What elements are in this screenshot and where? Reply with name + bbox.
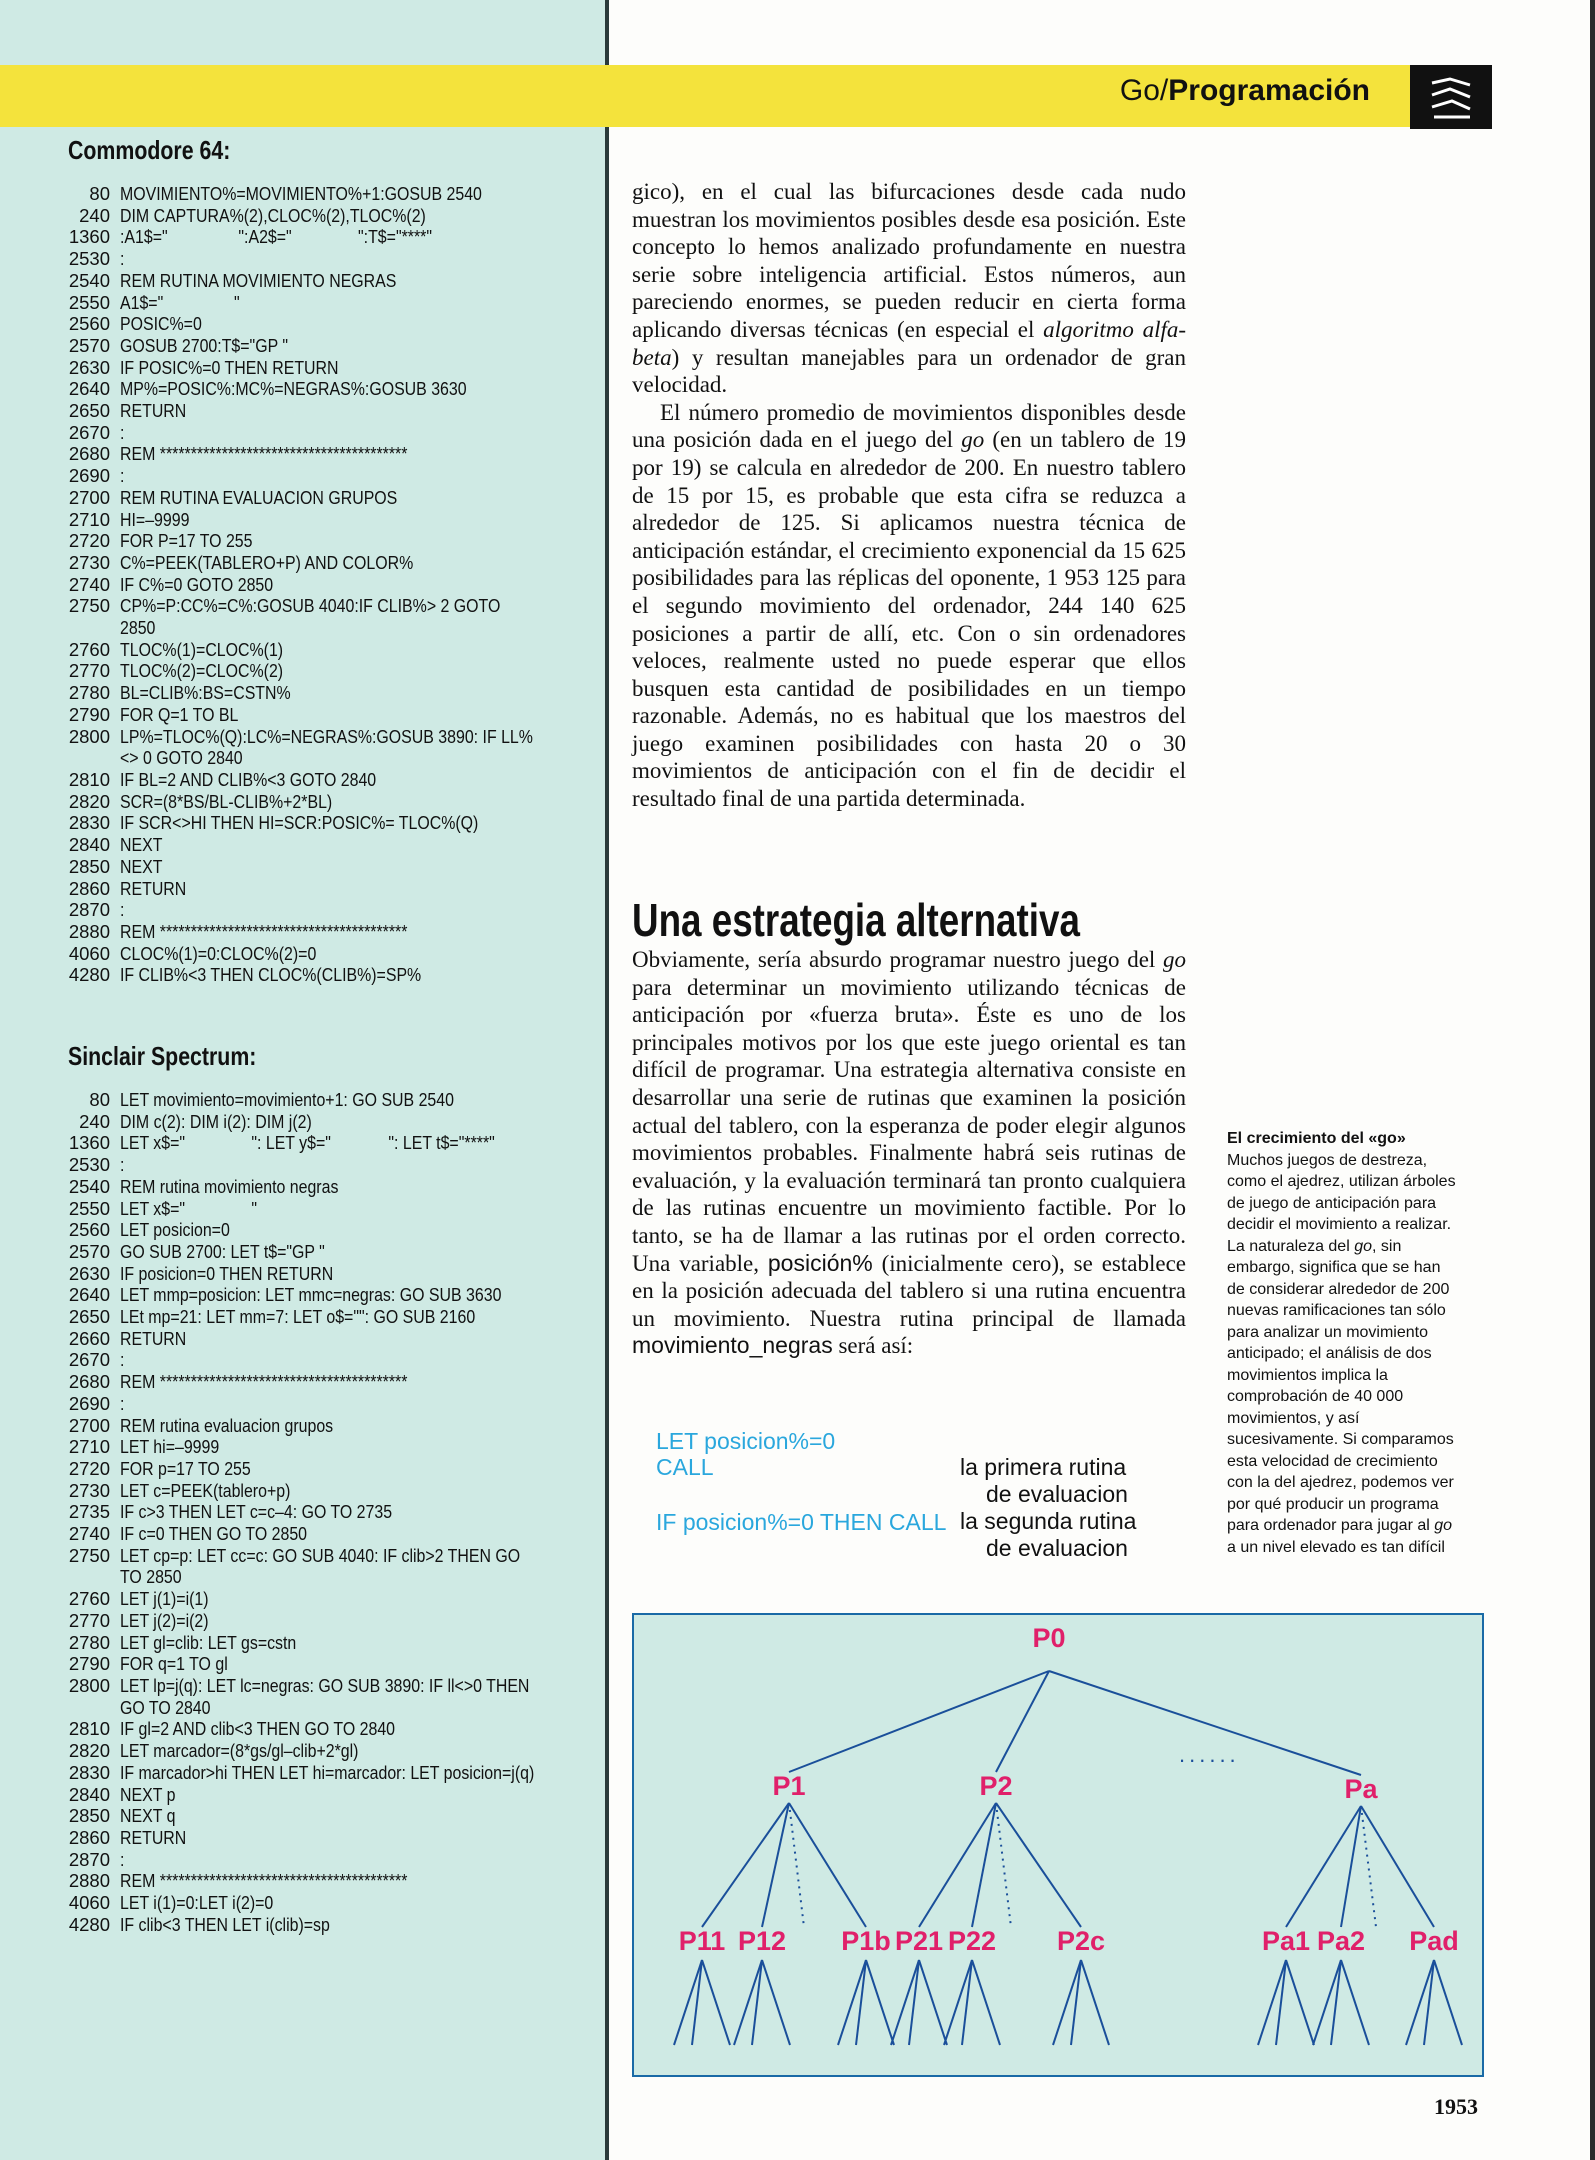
- line-number: 240: [79, 1110, 110, 1132]
- node-l2-0: P11: [678, 1926, 726, 1956]
- line-code: GOSUB 2700:T$="GP ": [120, 334, 288, 356]
- line-code: MOVIMIENTO%=MOVIMIENTO%+1:GOSUB 2540: [120, 183, 482, 204]
- code-line: [48, 357, 608, 379]
- line-number: 2870: [68, 899, 110, 921]
- line-number: 2680: [68, 443, 110, 465]
- code-line: [48, 1306, 608, 1328]
- node-l1-2: Pa: [1344, 1774, 1378, 1804]
- line-number: 2800: [68, 1674, 110, 1696]
- code-line: [48, 1718, 608, 1740]
- line-number: 4280: [68, 964, 110, 986]
- line-number: 4060: [68, 942, 110, 964]
- line-number: 2820: [68, 790, 110, 812]
- code-line: [48, 1784, 608, 1806]
- tree-edge: [702, 1960, 730, 2045]
- line-code: LET movimiento=movimiento+1: GO SUB 2540: [120, 1089, 454, 1110]
- line-number: 2560: [68, 1219, 110, 1241]
- page-header: Go/Programación: [1119, 74, 1370, 107]
- tree-edge: [866, 1960, 894, 2045]
- line-code: LET mmp=posicion: LET mmc=negras: GO SUB 3630: [120, 1284, 502, 1306]
- code-line: [48, 1089, 608, 1111]
- code-line: [48, 422, 608, 444]
- paragraph-1: gico), en el cual las bifurcaciones desde cada nudo muestran los movimientos posibles desde esa posición. Este concepto lo hemos analizado profundamente en nuestra serie sobre inteligencia artificial. Estos números, aun pareciendo enormes, se pueden reducir en cierta forma aplicando diversas técnicas (en especial el algoritmo alfa-beta) y resultan manejables para un ordenador de gran velocidad.: [632, 179, 1187, 398]
- tree-edge: [996, 1671, 1049, 1772]
- line-number: 2830: [68, 812, 110, 834]
- page-edge: [1590, 0, 1595, 2160]
- code-line: [48, 1132, 608, 1154]
- line-number: 2850: [68, 855, 110, 877]
- line-code: :: [120, 1349, 125, 1371]
- code-line: [48, 226, 608, 248]
- line-number: 2780: [68, 682, 110, 704]
- code-line: [48, 1827, 608, 1849]
- line-code: REM ****************************************: [120, 1371, 408, 1393]
- code-line: [48, 1849, 608, 1871]
- node-l2-3: P21: [894, 1926, 944, 1956]
- node-l2-1: P12: [737, 1926, 787, 1956]
- line-number: 2680: [68, 1371, 110, 1393]
- section-heading: Una estrategia alternativa: [632, 894, 1080, 946]
- line-number: 2670: [68, 1349, 110, 1371]
- article-body-bottom: [632, 946, 1186, 1360]
- line-code: RETURN: [120, 1327, 187, 1349]
- game-tree-diagram: [632, 1613, 1484, 2077]
- line-code: :: [120, 899, 125, 921]
- code-line: [48, 1111, 608, 1133]
- commodore-title: Commodore 64:: [68, 135, 231, 165]
- code-line: [48, 1371, 608, 1393]
- line-number: 2780: [68, 1631, 110, 1653]
- line-code: IF SCR<>HI THEN HI=SCR:POSIC%= TLOC%(Q): [120, 812, 479, 834]
- tree-edge: [1361, 1806, 1434, 1927]
- code-line: [48, 487, 608, 509]
- line-number: 2840: [68, 1783, 110, 1805]
- code-line: [48, 1458, 608, 1480]
- line-code: DIM CAPTURA%(2),CLOC%(2),TLOC%(2): [120, 204, 426, 226]
- paragraph-3: Obviamente, sería absurdo programar nuestro juego del go para determinar un movimiento utilizando técnicas de anticipación por «fuerza bruta». Éste es uno de los principales motivos por los que este juego oriental es tan difícil de programar. Una estrategia alternativa consiste en desarrollar una serie de rutinas que examinen la posición actual del tablero, con la esperanza de poder elegir algunos movimientos probables. Finalmente habrá seis rutinas de evaluación, y la evaluación terminará tan pronto cualquiera de las rutinas encuentre un movimiento factible. Por lo tanto, se ha de llamar a las rutinas por el orden correcto. Una variable, posición% (inicialmente cero), se establece en la posición adecuada del tablero si una rutina encuentra un movimiento. Nuestra rutina principal de llamada movimiento_negras será así:: [632, 947, 1186, 1359]
- tree-edge: [1341, 1960, 1369, 2045]
- code-line: [48, 899, 608, 921]
- line-number: 2880: [68, 1870, 110, 1892]
- line-code: POSIC%=0: [120, 313, 202, 335]
- line-number: 2670: [68, 421, 110, 443]
- line-number: 2690: [68, 1392, 110, 1414]
- code-line: [48, 1436, 608, 1458]
- line-code: IF marcador>hi THEN LET hi=marcador: LET posicion=j(q): [120, 1761, 535, 1783]
- code-line: [48, 1892, 608, 1914]
- line-code: :: [120, 421, 125, 443]
- code-line: [48, 465, 608, 487]
- game-tree-svg: [634, 1615, 1482, 2075]
- code-line: [48, 1393, 608, 1415]
- line-code: LET x$=" ": [120, 1197, 258, 1219]
- line-number: 2820: [68, 1740, 110, 1762]
- line-code: LET x$=" ": LET y$=" ": LET t$="****": [120, 1132, 495, 1154]
- code-line: [48, 726, 608, 769]
- line-code: NEXT: [120, 834, 163, 856]
- tree-edge: [972, 1960, 1000, 2045]
- line-number: 2810: [68, 1718, 110, 1740]
- line-code: HI=–9999: [120, 508, 190, 530]
- code-line: [48, 1176, 608, 1198]
- line-number: 2760: [68, 1588, 110, 1610]
- code-line: [48, 552, 608, 574]
- line-number: 2880: [68, 920, 110, 942]
- code-line: [48, 183, 608, 205]
- code-line: [48, 378, 608, 400]
- tree-ellipsis: ......: [1179, 1742, 1240, 1767]
- line-number: 2790: [68, 1653, 110, 1675]
- line-number: 1360: [68, 1132, 110, 1154]
- line-number: 2700: [68, 486, 110, 508]
- line-code: CP%=P:CC%=C%:GOSUB 4040:IF CLIB%> 2 GOTO 2850: [120, 595, 505, 639]
- tree-edge: [919, 1960, 947, 2045]
- page-number: 1953: [1434, 2094, 1478, 2119]
- line-number: 2690: [68, 465, 110, 487]
- line-number: 80: [89, 183, 110, 204]
- code-line: [48, 1610, 608, 1632]
- line-number: 2710: [68, 508, 110, 530]
- line-code: IF BL=2 AND CLIB%<3 GOTO 2840: [120, 768, 377, 790]
- node-l1-0: P1: [772, 1771, 806, 1801]
- node-l2-8: Pad: [1409, 1926, 1459, 1956]
- line-code: LP%=TLOC%(Q):LC%=NEGRAS%:GOSUB 3890: IF LL%<> 0 GOTO 2840: [120, 725, 533, 769]
- code-line: [48, 943, 608, 965]
- node-l2-6: Pa1: [1261, 1926, 1311, 1956]
- line-number: 2850: [68, 1805, 110, 1827]
- line-code: :: [120, 1154, 125, 1176]
- code-line: [48, 1675, 608, 1718]
- code-line: [48, 270, 608, 292]
- line-number: 2640: [68, 378, 110, 400]
- line-number: 2870: [68, 1848, 110, 1870]
- line-code: LET cp=p: LET cc=c: GO SUB 4040: IF clib>2 THEN GO TO 2850: [120, 1544, 525, 1588]
- node-l2-4: P22: [947, 1926, 997, 1956]
- line-number: 2730: [68, 551, 110, 573]
- line-code: SCR=(8*BS/BL-CLIB%+2*BL): [120, 790, 333, 812]
- code-line: [48, 660, 608, 682]
- line-number: 2650: [68, 1306, 110, 1328]
- line-number: 2790: [68, 703, 110, 725]
- code-line: [48, 1588, 608, 1610]
- code-line: [48, 878, 608, 900]
- line-number: 2770: [68, 660, 110, 682]
- line-code: REM rutina evaluacion grupos: [120, 1414, 334, 1436]
- line-code: RETURN: [120, 400, 187, 422]
- tree-edge: [1081, 1960, 1109, 2045]
- line-number: 240: [79, 204, 110, 226]
- line-number: 2550: [68, 291, 110, 313]
- tree-edge: [1361, 1806, 1376, 1927]
- line-code: FOR p=17 TO 255: [120, 1457, 251, 1479]
- line-number: 2720: [68, 530, 110, 552]
- line-number: 2570: [68, 334, 110, 356]
- line-code: LET gl=clib: LET gs=cstn: [120, 1631, 297, 1653]
- code-line: [48, 1632, 608, 1654]
- line-code: FOR q=1 TO gl: [120, 1653, 228, 1675]
- code-line: [48, 1653, 608, 1675]
- line-code: :: [120, 465, 125, 487]
- code-line: [48, 1914, 608, 1936]
- code-line: [48, 574, 608, 596]
- commodore-listing: [48, 183, 608, 986]
- line-code: BL=CLIB%:BS=CSTN%: [120, 682, 291, 704]
- line-code: TLOC%(1)=CLOC%(1): [120, 638, 284, 660]
- line-code: :: [120, 1848, 125, 1870]
- line-code: LET lp=j(q): LET lc=negras: GO SUB 3890: IF ll<>0 THEN GO TO 2840: [120, 1674, 534, 1718]
- code-line: [48, 1762, 608, 1784]
- code-line: [48, 1219, 608, 1241]
- line-code: LET c=PEEK(tablero+p): [120, 1479, 291, 1501]
- line-number: 2640: [68, 1284, 110, 1306]
- spectrum-title: Sinclair Spectrum:: [68, 1041, 257, 1071]
- line-number: 2750: [68, 595, 110, 617]
- code-line: [48, 1349, 608, 1371]
- code-line: [48, 812, 608, 834]
- line-number: 2730: [68, 1479, 110, 1501]
- line-code: LEt mp=21: LET mm=7: LET o$="": GO SUB 2160: [120, 1306, 476, 1328]
- line-number: 2860: [68, 877, 110, 899]
- tree-edge: [789, 1803, 804, 1927]
- code-line: [48, 856, 608, 878]
- line-code: NEXT p: [120, 1783, 176, 1805]
- line-code: DIM c(2): DIM i(2): DIM j(2): [120, 1110, 312, 1132]
- line-number: 2760: [68, 638, 110, 660]
- line-code: IF c=0 THEN GO TO 2850: [120, 1523, 308, 1545]
- line-number: 2630: [68, 356, 110, 378]
- line-number: 2530: [68, 248, 110, 270]
- line-code: IF POSIC%=0 THEN RETURN: [120, 356, 339, 378]
- code-line: [48, 639, 608, 661]
- line-code: REM RUTINA EVALUACION GRUPOS: [120, 486, 398, 508]
- line-code: IF CLIB%<3 THEN CLOC%(CLIB%)=SP%: [120, 964, 422, 986]
- line-number: 2560: [68, 313, 110, 335]
- code-line: [48, 682, 608, 704]
- code-line: [48, 1545, 608, 1588]
- line-code: IF clib<3 THEN LET i(clib)=sp: [120, 1913, 330, 1935]
- line-code: REM ****************************************: [120, 1870, 408, 1892]
- line-code: LET j(2)=i(2): [120, 1609, 209, 1631]
- code-line: [48, 1740, 608, 1762]
- line-number: 2810: [68, 768, 110, 790]
- code-line: [48, 1263, 608, 1285]
- spectrum-listing: [48, 1089, 608, 1935]
- code-line: [48, 1415, 608, 1437]
- line-code: REM ****************************************: [120, 920, 408, 942]
- code-line: [48, 1870, 608, 1892]
- node-root: P0: [1032, 1623, 1066, 1653]
- snippet-code: LET posicion%=0 CALL IF posicion%=0 THEN CALL: [656, 1428, 947, 1535]
- line-code: IF c>3 THEN LET c=c–4: GO TO 2735: [120, 1501, 393, 1523]
- line-number: 2740: [68, 573, 110, 595]
- node-l2-7: Pa2: [1316, 1926, 1366, 1956]
- code-line: [48, 1328, 608, 1350]
- logo-icon: [1410, 65, 1492, 129]
- line-code: LET j(1)=i(1): [120, 1588, 209, 1610]
- line-code: RETURN: [120, 1826, 187, 1848]
- paragraph-2: El número promedio de movimientos disponibles desde una posición dada en el juego del go (en un tablero de 19 por 19) se calcula en alrededor de 200. En nuestro tablero de 15 por 15, es probable que esta cifra se reduzca a alrededor de 125. Si aplicamos nuestra técnica de anticipación estándar, el crecimiento exponencial da 15 625 posibilidades para las réplicas del oponente, 1 953 125 para el segundo movimiento del ordenador, 244 140 625 posiciones a partir de allí, etc. Con o sin ordenadores veloces, realmente usted no puede esperar que ellos busquen esta cantidad de posibilidades en un tiempo razonable. Además, no es habitual que los maestros del juego examinen posibilidades con hasta 20 o 30 movimientos de anticipación con el fin de decidir el resultado final de una partida determinada.: [632, 399, 1186, 812]
- line-code: MP%=POSIC%:MC%=NEGRAS%:GOSUB 3630: [120, 378, 467, 400]
- line-code: A1$=" ": [120, 291, 240, 313]
- node-l2-5: P2c: [1056, 1926, 1106, 1956]
- line-number: 2700: [68, 1414, 110, 1436]
- code-line: [48, 704, 608, 726]
- code-line: [48, 1284, 608, 1306]
- line-number: 2720: [68, 1457, 110, 1479]
- line-number: 2710: [68, 1436, 110, 1458]
- code-line: [48, 595, 608, 638]
- line-code: GO SUB 2700: LET t$="GP ": [120, 1240, 325, 1262]
- tree-edge: [789, 1803, 866, 1927]
- line-code: LET hi=–9999: [120, 1436, 220, 1458]
- tree-edge: [1434, 1960, 1462, 2045]
- tree-edge: [1286, 1960, 1314, 2045]
- line-number: 2830: [68, 1761, 110, 1783]
- line-code: :A1$=" ":A2$=" ":T$="****": [120, 226, 433, 248]
- line-code: IF C%=0 GOTO 2850: [120, 573, 274, 595]
- line-number: 2840: [68, 834, 110, 856]
- line-number: 2770: [68, 1609, 110, 1631]
- line-number: 2550: [68, 1197, 110, 1219]
- line-code: REM RUTINA MOVIMIENTO NEGRAS: [120, 269, 397, 291]
- line-code: NEXT q: [120, 1805, 176, 1827]
- line-code: :: [120, 248, 125, 270]
- code-line: [48, 791, 608, 813]
- line-number: 2630: [68, 1262, 110, 1284]
- line-number: 2750: [68, 1544, 110, 1566]
- code-line: [48, 313, 608, 335]
- code-line: [48, 769, 608, 791]
- series-logo: [1410, 65, 1492, 129]
- tree-edge: [1286, 1806, 1361, 1927]
- code-line: [48, 1154, 608, 1176]
- line-number: 2650: [68, 400, 110, 422]
- line-code: LET marcador=(8*gs/gl–clib+2*gl): [120, 1740, 359, 1762]
- code-line: [48, 443, 608, 465]
- line-code: LET i(1)=0:LET i(2)=0: [120, 1892, 274, 1914]
- code-line: [48, 1501, 608, 1523]
- line-code: LET posicion=0: [120, 1219, 230, 1241]
- code-line: [48, 964, 608, 986]
- line-code: IF gl=2 AND clib<3 THEN GO TO 2840: [120, 1718, 396, 1740]
- tree-edge: [762, 1960, 790, 2045]
- line-code: NEXT: [120, 855, 163, 877]
- article-body-top: [632, 178, 1186, 813]
- line-code: CLOC%(1)=0:CLOC%(2)=0: [120, 942, 317, 964]
- line-number: 80: [89, 1089, 110, 1110]
- line-code: :: [120, 1392, 125, 1414]
- line-code: FOR Q=1 TO BL: [120, 703, 239, 725]
- code-line: [48, 1523, 608, 1545]
- code-line: [48, 530, 608, 552]
- line-number: 2530: [68, 1154, 110, 1176]
- line-code: FOR P=17 TO 255: [120, 530, 253, 552]
- line-number: 2735: [68, 1501, 110, 1523]
- line-number: 2660: [68, 1327, 110, 1349]
- line-number: 2570: [68, 1240, 110, 1262]
- code-line: [48, 834, 608, 856]
- line-number: 4060: [68, 1892, 110, 1914]
- figure-caption: El crecimiento del «go» Muchos juegos de destreza, como el ajedrez, utilizan árboles de juego de anticipación para decidir el movimiento a realizar. La naturaleza del go, sin embargo, significa que se han de considerar alrededor de 200 nuevas ramificaciones tan sólo para analizar un movimiento anticipado; el análisis de dos movimientos implica la comprobación de 40 000 movimientos, y así sucesivamente. Si comparamos esta velocidad de crecimiento con la del ajedrez, podemos ver por qué producir un programa para ordenador para jugar al go a un nivel elevado es tan difícil: [1227, 1130, 1456, 1556]
- tree-edge: [1341, 1806, 1361, 1927]
- line-code: C%=PEEK(TABLERO+P) AND COLOR%: [120, 551, 414, 573]
- code-line: [48, 248, 608, 270]
- line-code: IF posicion=0 THEN RETURN: [120, 1262, 334, 1284]
- code-line: [48, 205, 608, 227]
- line-code: RETURN: [120, 877, 187, 899]
- line-number: 2540: [68, 1175, 110, 1197]
- code-line: [48, 509, 608, 531]
- line-code: REM ****************************************: [120, 443, 408, 465]
- code-line: [48, 292, 608, 314]
- line-code: TLOC%(2)=CLOC%(2): [120, 660, 284, 682]
- line-number: 2800: [68, 725, 110, 747]
- code-line: [48, 335, 608, 357]
- line-number: 2540: [68, 269, 110, 291]
- snippet-comments: la primera rutina de evaluacion la segunda rutina de evaluacion: [960, 1454, 1137, 1561]
- code-line: [48, 1198, 608, 1220]
- line-number: 2860: [68, 1826, 110, 1848]
- code-line: [48, 1805, 608, 1827]
- tree-edge: [789, 1671, 1049, 1772]
- line-number: 2740: [68, 1523, 110, 1545]
- code-line: [48, 400, 608, 422]
- code-line: [48, 1480, 608, 1502]
- line-number: 1360: [68, 226, 110, 248]
- line-code: REM rutina movimiento negras: [120, 1175, 339, 1197]
- code-line: [48, 921, 608, 943]
- node-l2-2: P1b: [841, 1926, 891, 1956]
- code-line: [48, 1241, 608, 1263]
- line-number: 4280: [68, 1913, 110, 1935]
- node-l1-1: P2: [979, 1771, 1013, 1801]
